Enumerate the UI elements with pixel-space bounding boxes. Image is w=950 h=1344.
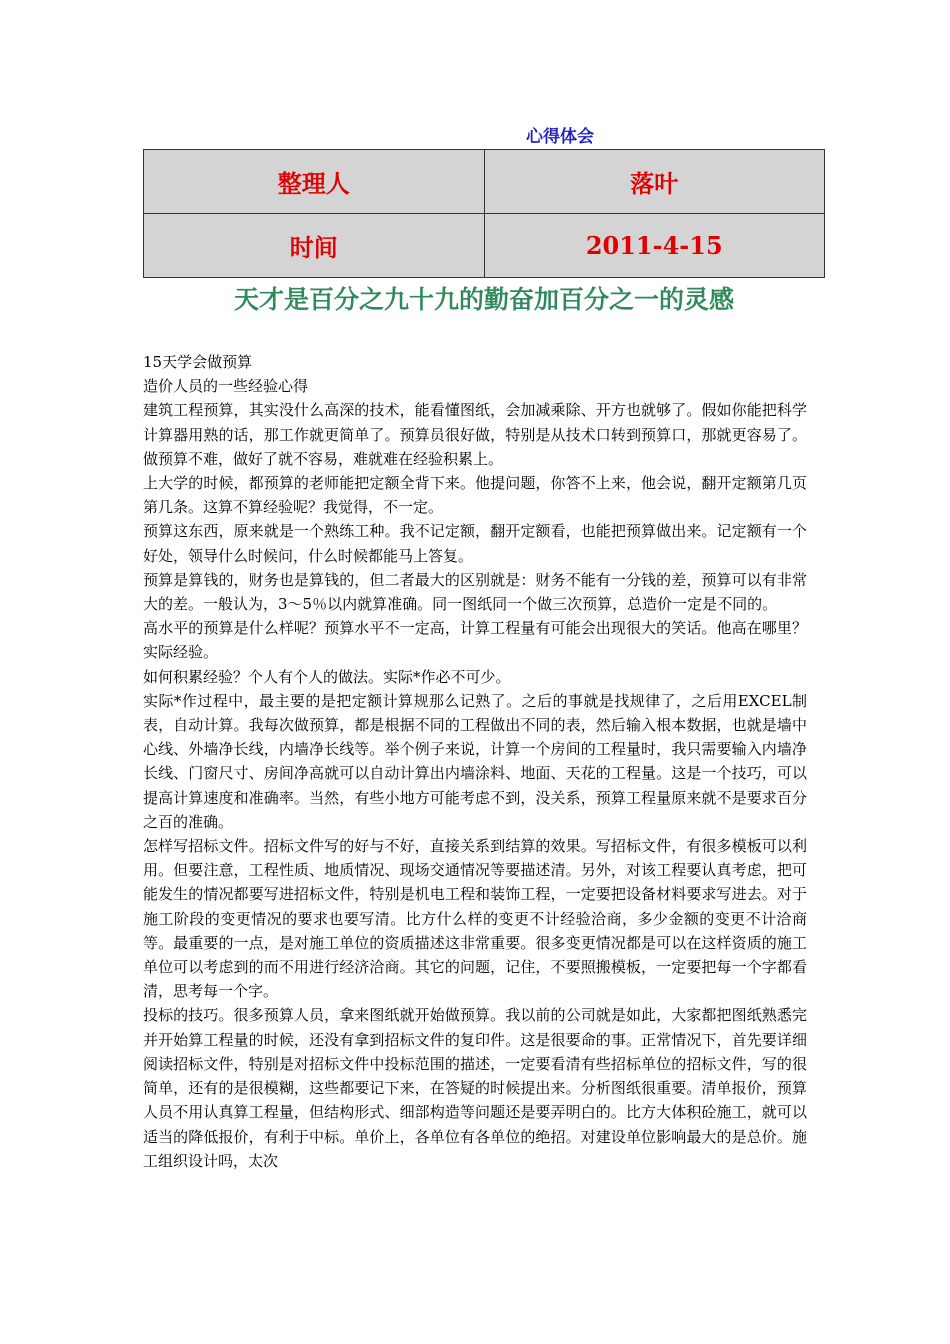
- motto-heading: 天才是百分之九十九的勤奋加百分之一的灵感: [233, 285, 734, 314]
- paragraph: 15天学会做预算: [143, 353, 253, 371]
- paragraph: 如何积累经验？个人有个人的做法。实际*作必不可少。: [143, 667, 511, 686]
- paragraph: 投标的技巧。很多预算人员，拿来图纸就开始做预算。我以前的公司就是如此，大家都把图纸熟悉完并开始算工程量的时候，还没有拿到招标文件的复印件。这是很要命的事。正常情况下，首先要详细阅读招标文件，特别是对招标文件中投标范围的描述，一定要看清有些招标单位的招标文件，写的很简单，还有的是很模糊，这些都要记下来，在答疑的时候提出来。分析图纸很重要。清单报价，预算人员不用认真算工程量，但结构形式、细部构造等问题还是要弄明白的。比方大体积砼施工，就可以适当的降低报价，有利于中标。单价上，各单位有各单位的绝招。对建设单位影响最大的是总价。施工组织设计吗，太次: [143, 1006, 807, 1170]
- table-row: [144, 214, 825, 278]
- paragraph: 造价人员的一些经验心得: [143, 377, 309, 396]
- document-title: 心得体会: [526, 127, 594, 147]
- paragraph: 预算这东西，原来就是一个熟练工种。我不记定额，翻开定额看，也能把预算做出来。记定额有一个好处，领导什么时候问，什么时候都能马上答复。: [143, 522, 807, 565]
- paragraph: 预算是算钱的，财务也是算钱的，但二者最大的区别就是：财务不能有一分钱的差，预算可以有非常大的差。一般认为，3～5％以内就算准确。同一图纸同一个做三次预算，总造价一定是不同的。: [143, 570, 807, 614]
- paragraph: 上大学的时候，都预算的老师能把定额全背下来。他提问题，你答不上来，他会说，翻开定额第几页第几条。这算不算经验呢？我觉得，不一定。: [143, 474, 807, 517]
- date-label: 时间: [144, 214, 485, 278]
- paragraph: 怎样写招标文件。招标文件写的好与不好，直接关系到结算的效果。写招标文件，有很多模板可以利用。但要注意，工程性质、地质情况、现场交通情况等要描述清。另外，对该工程要认真考虑，把可能发生的情况都要写进招标文件，特别是机电工程和装饰工程，一定要把设备材料要求写进去。对于施工阶段的变更情况的要求也要写清。比方什么样的变更不计经验洽商，多少金额的变更不计洽商等。最重要的一点，是对施工单位的资质描述这非常重要。很多变更情况都是可以在这样资质的施工单位可以考虑到的而不用进行经济洽商。其它的问题，记住，不要照搬模板，一定要把每一个字都看清，思考每一个字。: [143, 837, 807, 1001]
- date-value: 2011-4-15: [484, 214, 825, 278]
- paragraph: 实际*作过程中，最主要的是把定额计算规那么记熟了。之后的事就是找规律了，之后用EXCEL制表，自动计算。我每次做预算，都是根据不同的工程做出不同的表，然后输入根本数据，也就是墙中心线、外墙净长线，内墙净长线等。举个例子来说，计算一个房间的工程量时，我只需要输入内墙净长线、门窗尺寸、房间净高就可以自动计算出内墙涂料、地面、天花的工程量。这是一个技巧，可以提高计算速度和准确率。当然，有些小地方可能考虑不到，没关系，预算工程量原来就不是要求百分之百的准确。: [143, 691, 807, 831]
- table-row: [144, 150, 825, 214]
- paragraph: 建筑工程预算，其实没什么高深的技术，能看懂图纸，会加减乘除、开方也就够了。假如你能把科学计算器用熟的话，那工作就更简单了。预算员很好做，特别是从技术口转到预算口，那就更容易了。做预算不难，做好了就不容易，难就难在经验积累上。: [143, 401, 807, 468]
- document-body: [143, 350, 807, 1173]
- compiler-label: 整理人: [144, 150, 485, 214]
- info-table: [143, 149, 825, 278]
- compiler-value: 落叶: [484, 150, 825, 214]
- paragraph: 高水平的预算是什么样呢？预算水平不一定高，计算工程量有可能会出现很大的笑话。他高在哪里？实际经验。: [143, 619, 807, 662]
